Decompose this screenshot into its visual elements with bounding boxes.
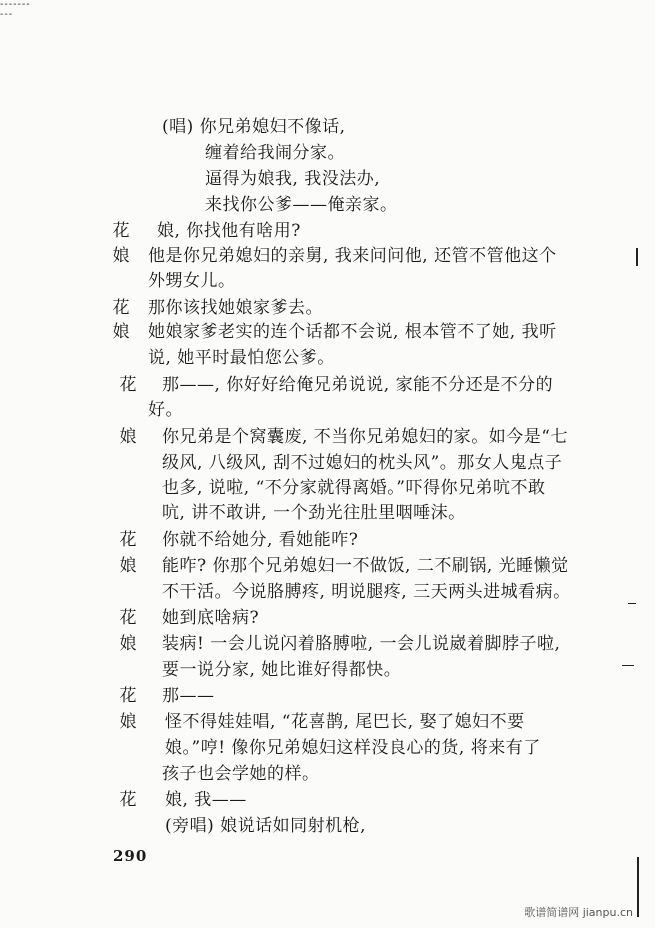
speaker-niang: 娘 (112, 322, 130, 342)
speaker-hua: 花 (119, 790, 137, 810)
dialogue-line: 能咋? 你那个兄弟媳妇一不做饭, 二不刷锅, 光睡懒觉 (162, 556, 569, 576)
scan-mark (636, 248, 638, 266)
dialogue-line: 怪不得娃娃唱, “花喜鹊, 尾巴长, 娶了媳妇不要 (165, 712, 525, 732)
verse-line: (唱) 你兄弟媳妇不像话, (162, 117, 346, 137)
dialogue-line: 装病! 一会儿说闪着胳膊啦, 一会儿说崴着脚脖子啦, (162, 634, 561, 654)
scan-mark (628, 603, 636, 604)
dialogue-line: 那——, 你好好给俺兄弟说说, 家能不分还是不分的 (162, 375, 554, 395)
dialogue-line: 级风, 八级风, 刮不过媳妇的枕头风”。那女人鬼点子 (162, 453, 563, 473)
scan-mark (622, 665, 634, 666)
dialogue-line: 好。 (148, 400, 183, 420)
dialogue-line: 那你该找她娘家爹去。 (148, 298, 323, 318)
dialogue-line: 他是你兄弟媳妇的亲舅, 我来问问他, 还管不管他这个 (148, 246, 557, 266)
dialogue-line: 她娘家爹老实的连个话都不会说, 根本管不了她, 我听 (148, 322, 557, 342)
dialogue-line: 也多, 说啦, “不分家就得离婚。”吓得你兄弟吭不敢 (162, 478, 546, 498)
speaker-hua: 花 (112, 298, 130, 318)
header-mark: ---------- (0, 0, 31, 20)
dialogue-line: 她到底啥病? (162, 608, 260, 628)
dialogue-line: 你就不给她分, 看她能咋? (162, 530, 359, 550)
verse-line: 来找你公爹——俺亲家。 (205, 195, 398, 215)
dialogue-line: 孩子也会学她的样。 (162, 764, 320, 784)
speaker-niang: 娘 (119, 427, 137, 447)
dialogue-line: (旁唱) 娘说话如同射机枪, (165, 816, 367, 836)
dialogue-line: 娘。”哼! 像你兄弟媳妇这样没良心的货, 将来有了 (165, 738, 541, 758)
dialogue-line: 娘, 你找他有啥用? (157, 221, 301, 241)
speaker-hua: 花 (119, 608, 137, 628)
speaker-niang: 娘 (112, 246, 130, 266)
speaker-hua: 花 (119, 530, 137, 550)
speaker-hua: 花 (119, 375, 137, 395)
verse-line: 缠着给我闹分家。 (205, 143, 345, 163)
speaker-niang: 娘 (119, 634, 137, 654)
scan-mark (637, 857, 639, 917)
dialogue-line: 你兄弟是个窝囊废, 不当你兄弟媳妇的家。如今是“七 (162, 427, 568, 447)
dialogue-line: 要一说分家, 她比谁好得都快。 (162, 660, 402, 680)
watermark: 歌谱简谱网 jianpu.cn (524, 906, 633, 919)
speaker-niang: 娘 (119, 712, 137, 732)
speaker-hua: 花 (119, 686, 137, 706)
dialogue-line: 吭, 讲不敢讲, 一个劲光往肚里咽唾沫。 (162, 503, 466, 523)
page-number: 290 (113, 847, 148, 865)
dialogue-line: 不干活。今说胳膊疼, 明说腿疼, 三天两头进城看病。 (162, 582, 571, 602)
verse-line: 逼得为娘我, 我没法办, (205, 169, 381, 189)
speaker-niang: 娘 (119, 556, 137, 576)
dialogue-line: 外甥女儿。 (148, 271, 236, 291)
dialogue-line: 那—— (162, 686, 215, 706)
speaker-hua: 花 (112, 221, 130, 241)
dialogue-line: 娘, 我—— (165, 790, 247, 810)
dialogue-line: 说, 她平时最怕您公爹。 (148, 348, 335, 368)
